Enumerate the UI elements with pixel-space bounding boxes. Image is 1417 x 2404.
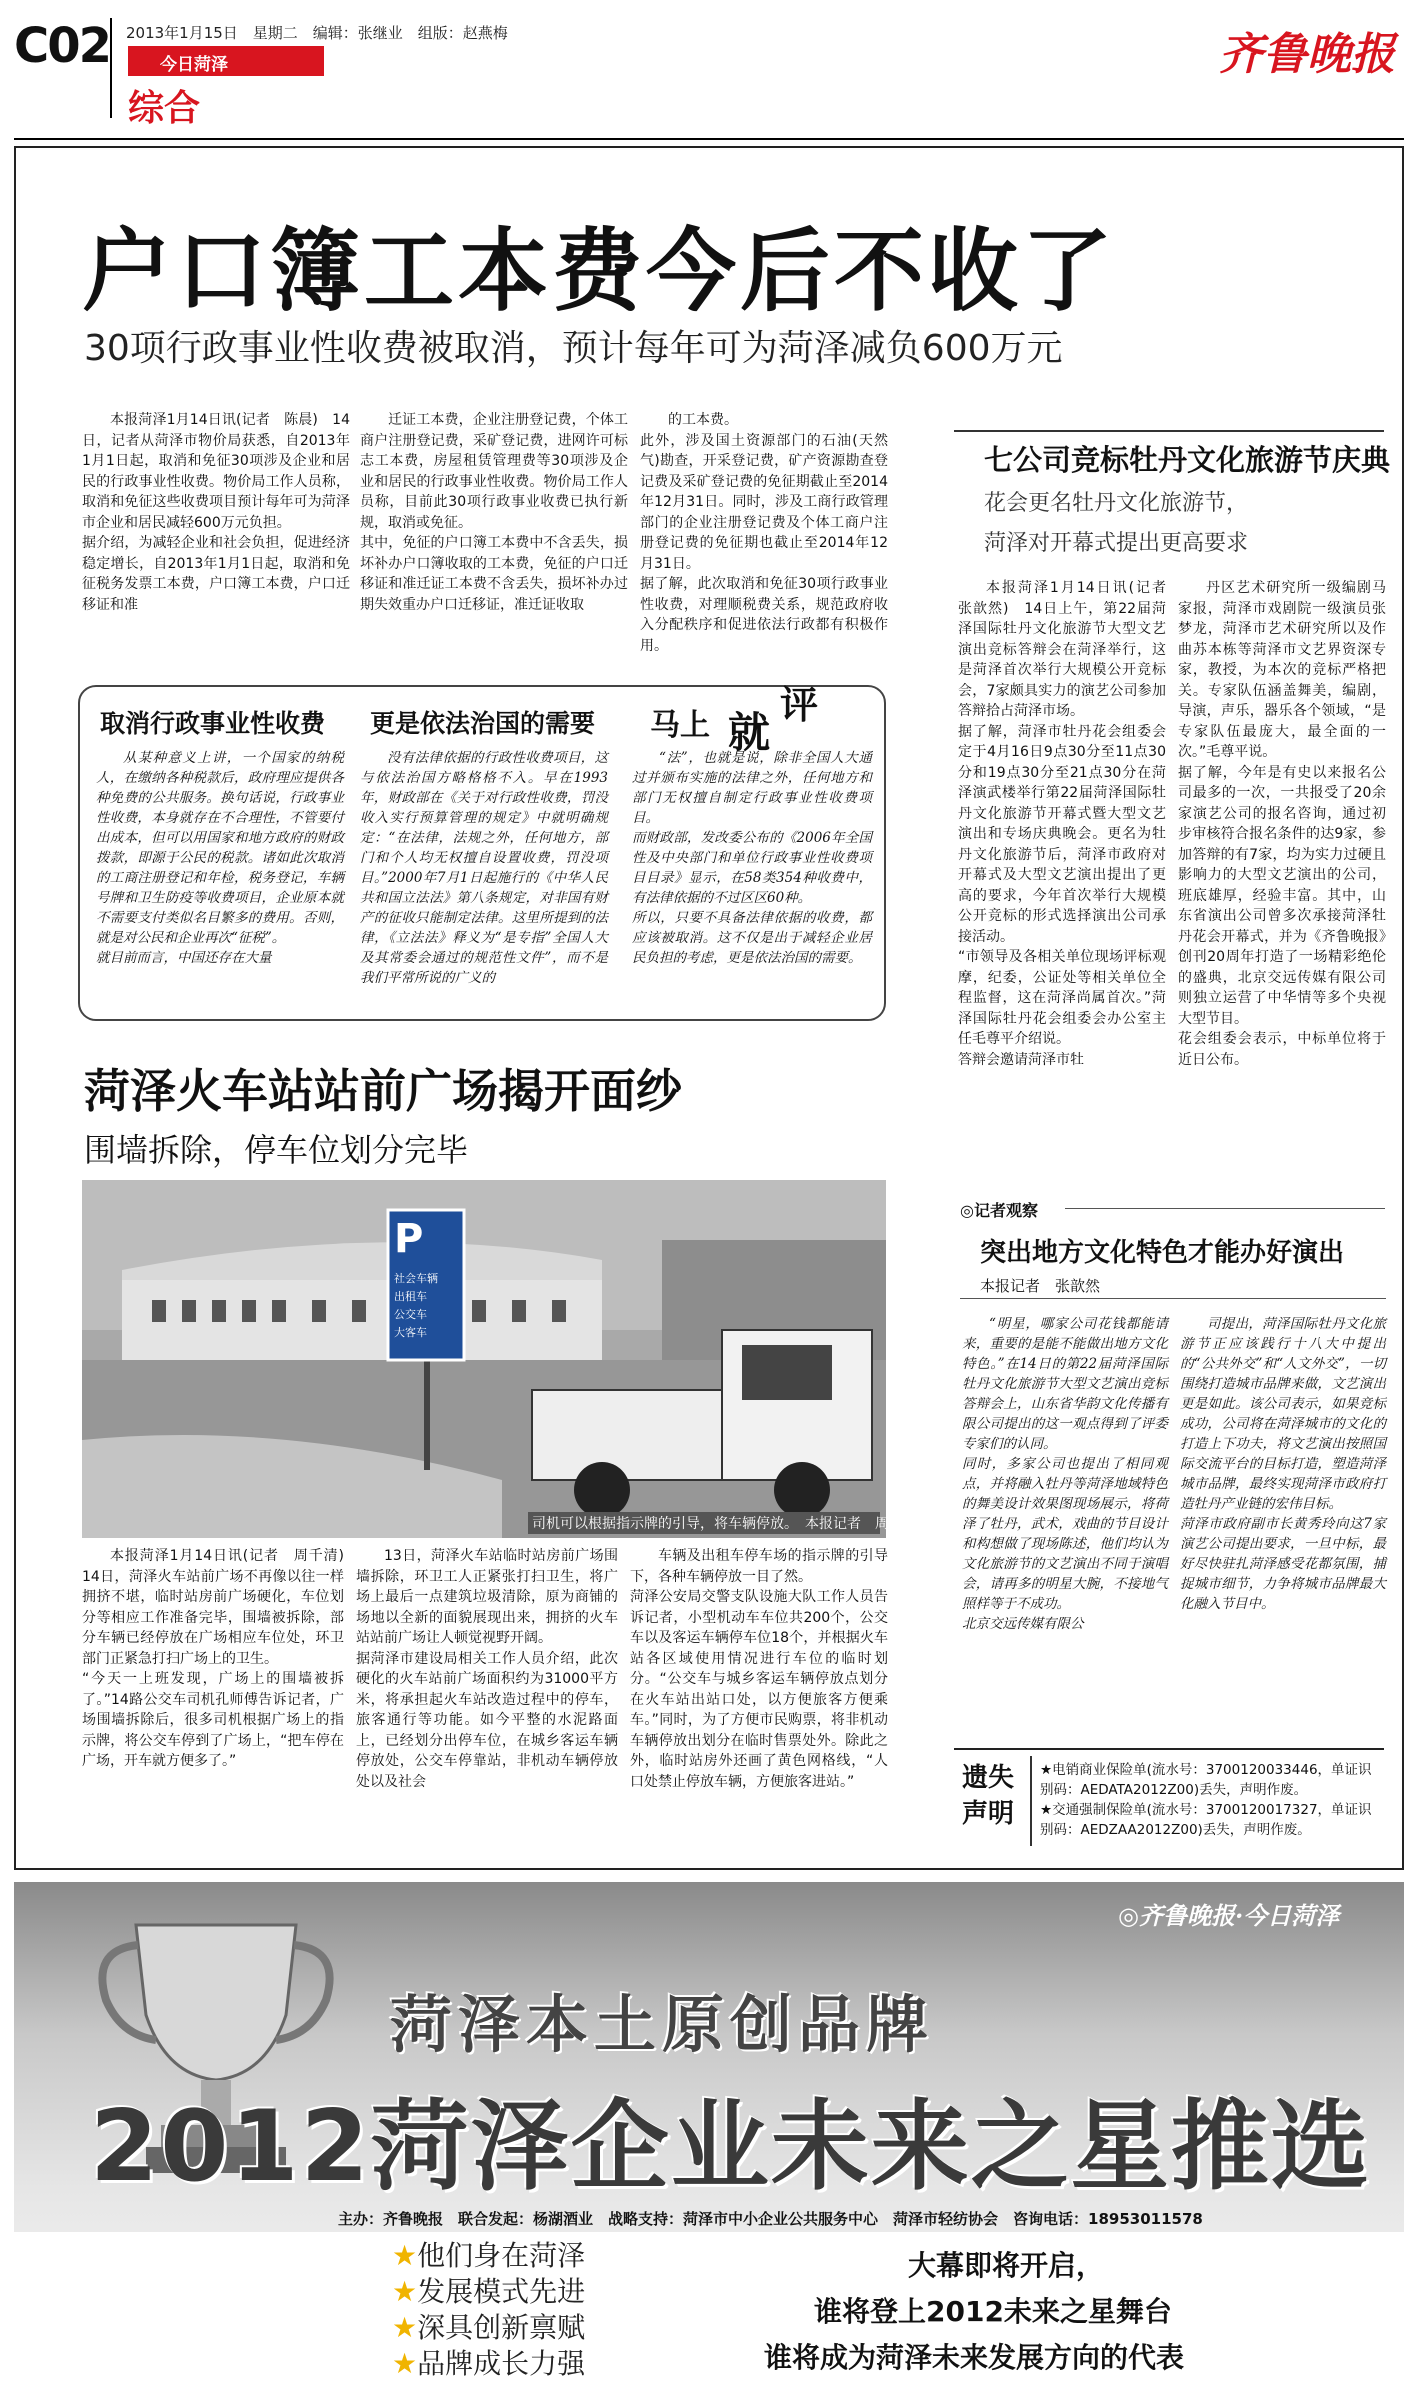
star-icon: ★	[392, 2239, 418, 2272]
section-tag: 今日菏泽	[160, 55, 228, 75]
commentary-col-1: 从某种意义上讲，一个国家的纳税人，在缴纳各种税款后，政府理应提供各种免费的公共服务。换句话说，行政事业性收费，本身就存在不合理性，不管要付出成本，但可以用国家和地方政府的财政拨款，即源于公民的税款。诸如此次取消的工商注册登记和年检，税务登记，车辆号牌和卫生防疫等收费项目，企业原本就不需要支付类似名目繁多的费用。否则，就是对公民和企业再次“征税”。 就目前而言，中国还存在大量	[96, 750, 344, 966]
parking-sign-line: 社会车辆	[394, 1272, 438, 1285]
station-photo-drawing	[82, 1180, 886, 1538]
ad-logo: ◎齐鲁晚报·今日菏泽	[1118, 1901, 1340, 1930]
notice-divider	[1030, 1756, 1032, 1846]
peony-subheadline-2: 菏泽对开幕式提出更高要求	[984, 531, 1249, 556]
parking-sign-lines	[394, 1270, 458, 1342]
parking-sign-line: 公交车	[394, 1308, 427, 1321]
observe-rule	[1065, 1208, 1385, 1209]
section-name: 综合	[128, 88, 201, 129]
peony-col-2: 丹区艺术研究所一级编剧马家报，菏泽市戏剧院一级演员张梦龙，菏泽市艺术研究所以及作曲苏本栋等菏泽市文艺界资深专家，教授，为本次的竞标严格把关。专家队伍涵盖舞美，编剧，导演，声乐，器乐各个领域，“是专家队伍最庞大，最全面的一次。”毛尊平说。 据了解，今年是有史以来报名公司最多的一次，一共报受了20余家演艺公司的报名咨询，通过初步审核符合报名条件的达9家，参加答辩的有7家，均为实力过硬且影响力的大型文艺演出的公司，班底雄厚，经验丰富。其中，山东省演出公司曾多次承接菏泽牡丹花会开幕式，并为《齐鲁晚报》创刊20周年打造了一场精彩绝伦的盛典，北京交远传媒有限公司则独立运营了中华情等多个央视大型节目。 花会组委会表示，中标单位将于近日公布。	[1178, 580, 1386, 1068]
star-icon: ★	[392, 2311, 418, 2344]
observe-rule-2	[960, 1298, 1386, 1299]
ad-organizers: 主办：齐鲁晚报 联合发起：杨湖酒业 战略支持：菏泽市中小企业公共服务中心 菏泽市轻纺协会 咨询电话：18953011578	[338, 2210, 1203, 2228]
station-subheadline: 围墙拆除，停车位划分完毕	[84, 1131, 469, 1169]
ad-bullet-list	[392, 2238, 585, 2382]
header-rule	[14, 138, 1404, 140]
commentary-badge-ping: 评	[780, 683, 819, 727]
lead-col-3: 的工本费。 此外，涉及国土资源部门的石油(天然气)勘查，开采登记费，矿产资源勘查登记费及采矿登记费的免征期截止至2014年12月31日。同时，涉及工商行政管理部门的企业注册登记费及个体工商户注册登记费的免征期也截止至2014年12月31日。 据了解，此次取消和免征30项行政事业性收费，对理顺税费关系，规范政府收入分配秩序和促进依法行政都有积极作用。	[640, 412, 888, 654]
lead-subheadline: 30项行政事业性收费被取消，预计每年可为菏泽减负600万元	[84, 328, 1063, 369]
ad-tagline-3: 谁将成为菏泽未来发展方向的代表	[764, 2341, 1185, 2374]
commentary-title-right: 更是依法治国的需要	[370, 709, 596, 738]
observe-col-1: “明星，哪家公司花钱都能请来，重要的是能不能做出地方文化特色。”在14日的第22届菏泽国际牡丹文化旅游节大型文艺演出竞标答辩会上，山东省华韵文化传播有限公司提出的这一观点得到了评委专家们的认同。 同时，多家公司也提出了相同观点，并将融入牡丹等菏泽地域特色的舞美设计效果图现场展示，将荷泽了牡丹，武术，戏曲的节目设计和构想做了现场陈述，他们均认为文化旅游节的文艺演出不同于演唱会，请再多的明星大腕，不接地气照样等于不成功。 北京交远传媒有限公	[962, 1316, 1168, 1632]
notice-label: 遗失声明	[962, 1763, 1015, 1829]
ad-bullet	[392, 2274, 585, 2310]
parking-sign-line: 出租车	[394, 1290, 427, 1303]
commentary-col-2: 没有法律依据的行政性收费项目，这与依法治国方略格格不入。早在1993年，财政部在《关于对行政性收费，罚没收入实行预算管理的规定》中就明确规定：“在法律，法规之外，任何地方，部门和个人均无权擅自设置收费，罚没项目。”2000年7月1日起施行的《中华人民共和国立法法》第八条规定，对非国有财产的征收只能制定法律。这里所提到的法律，《立法法》释义为“是专指”全国人大及其常委会通过的规范性文件”，而不是我们平常所说的广义的	[360, 750, 608, 986]
ad-bullet-text: 发展模式先进	[417, 2275, 586, 2308]
peony-headline: 七公司竞标牡丹文化旅游节庆典	[984, 443, 1391, 477]
station-photo	[82, 1180, 886, 1538]
commentary-badge-jiu: 就	[728, 708, 771, 757]
ad-headline-1: 菏泽本土原创品牌	[390, 1988, 935, 2061]
lead-headline: 户口簿工本费今后不收了	[82, 219, 1116, 324]
observe-tag: ◎记者观察	[960, 1201, 1038, 1220]
station-col-2: 13日，菏泽火车站临时站房前广场围墙拆除，环卫工人正紧张打扫卫生，将广场上最后一点建筑垃圾清除，原为商铺的场地以全新的面貌展现出来，拥挤的火车站站前广场让人顿觉视野开阔。 据菏泽市建设局相关工作人员介绍，此次硬化的火车站前广场面积约为31000平方米，将承担起火车站改造过程中的停车，旅客通行等功能。如今平整的水泥路面上，已经划分出停车位，在城乡客运车辆停放处，公交车停靠站，非机动车辆停放处以及社会	[356, 1548, 618, 1790]
ad-bullet-text: 品牌成长力强	[417, 2347, 586, 2380]
lead-col-2: 迁证工本费，企业注册登记费，个体工商户注册登记费，采矿登记费，进网许可标志工本费，房屋租赁管理费等30项涉及企业和居民的行政事业性收费。物价局工作人员称，目前此30项行政事业收费已执行新规，取消或免征。 其中，免征的户口簿工本费中不含丢失，损坏补办户口簿收取的工本费，免征的户口迁移证和准迁证工本费不含丢失，损坏补办过期失效重办户口迁移证，准迁证收取	[360, 412, 628, 613]
ad-bullet-text: 他们身在菏泽	[417, 2239, 586, 2272]
page-number: C02	[14, 18, 111, 74]
commentary-col-3: “法”，也就是说，除非全国人大通过并颁布实施的法律之外，任何地方和部门无权擅自制定行政事业性收费项目。 而财政部，发改委公布的《2006年全国性及中央部门和单位行政事业性收费项目目录》显示，在58类354种收费中，有法律依据的不过区区60种。 所以，只要不具备法律依据的收费，都应该被取消。这不仅是出于减轻企业居民负担的考虑，更是依法治国的需要。	[632, 750, 872, 966]
header-meta: 2013年1月15日 星期二 编辑：张继业 组版：赵燕梅	[126, 24, 508, 42]
station-headline: 菏泽火车站站前广场揭开面纱	[84, 1064, 682, 1118]
station-col-3: 车辆及出租车停车场的指示牌的引导下，各种车辆停放一目了然。 菏泽公安局交警支队设施大队工作人员告诉记者，小型机动车车位共200个，公交车以及客运车辆停车位18个，并根据火车站各区域使用情况进行车位的临时划分。“公交车与城乡客运车辆停放点划分在火车站出站口处，以方便旅客方便乘车。”同时，为了方便市民购票，将非机动车辆停放出划分在临时售票处外。除此之外，临时站房外还画了黄色网格线，“人口处禁止停放车辆，方便旅客进站。”	[630, 1548, 888, 1790]
ad-lower-panel	[14, 2232, 1404, 2392]
parking-sign-line: 大客车	[394, 1326, 427, 1339]
station-col-1: 本报菏泽1月14日讯(记者 周千清) 14日，菏泽火车站前广场不再像以往一样拥挤不堪，临时站房前广场硬化，车位划分等相应工作准备完毕，围墙被拆除，部分车辆已经停放在广场相应车位处，环卫部门正紧急打扫广场上的卫生。 “今天一上班发现，广场上的围墙被拆了。”14路公交车司机孔师傅告诉记者，广场围墙拆除后，很多司机根据广场上的指示牌，将公交车停到了广场上，“把车停在广场，开车就方便多了。”	[82, 1548, 344, 1769]
commentary-badge-ma: 马上	[650, 708, 710, 743]
notice-text: ★电销商业保险单(流水号：3700120033446，单证识别码：AEDATA2012Z00)丢失，声明作废。 ★交通强制保险单(流水号：3700120017327，单证识别码：AEDZAA2012Z00)丢失，声明作废。	[1040, 1762, 1372, 1838]
ad-tagline-1: 大幕即将开启，	[908, 2249, 1105, 2282]
lead-col-1: 本报菏泽1月14日讯(记者 陈晨) 14日，记者从菏泽市物价局获悉，自2013年1月1日起，取消和免征30项涉及企业和居民的行政事业性收费。物价局工作人员称，取消和免征这些收费项目预计每年可为菏泽市企业和居民减轻600万元负担。 据介绍，为减轻企业和社会负担，促进经济稳定增长，自2013年1月1日起，取消和免征税务发票工本费，户口簿工本费，户口迁移证和准	[82, 412, 350, 613]
observe-author: 本报记者 张歆然	[980, 1277, 1101, 1295]
peony-top-rule	[954, 430, 1384, 432]
ad-bullet	[392, 2310, 585, 2346]
star-icon: ★	[392, 2275, 418, 2308]
observe-headline: 突出地方文化特色才能办好演出	[980, 1238, 1345, 1268]
paper-logo: 齐鲁晚报	[1219, 29, 1395, 80]
photo-caption: 司机可以根据指示牌的引导，将车辆停放。 本报记者 周千清 摄	[532, 1516, 945, 1532]
ad-bullet-text: 深具创新禀赋	[417, 2311, 586, 2344]
notice-rule	[954, 1748, 1384, 1750]
ad-tagline-2: 谁将登上2012未来之星舞台	[814, 2295, 1172, 2328]
peony-subheadline-1: 花会更名牡丹文化旅游节，	[984, 491, 1249, 516]
commentary-title-left: 取消行政事业性收费	[100, 709, 326, 738]
ad-headline-2: 2012菏泽企业未来之星推选	[90, 2090, 1371, 2204]
ad-bullet	[392, 2238, 585, 2274]
ad-bullet	[392, 2346, 585, 2382]
parking-sign-letter: P	[394, 1216, 424, 1262]
header-divider	[110, 18, 112, 118]
peony-col-1: 本报菏泽1月14日讯(记者 张歆然) 14日上午，第22届菏泽国际牡丹文化旅游节大型文艺演出竞标答辩会在菏泽举行，这是菏泽首次举行大规模公开竞标会，7家颇具实力的演艺公司参加答辩拾占菏泽市场。 据了解，菏泽市牡丹花会组委会定于4月16日9点30分至11点30分和19点30分至21点30分在菏泽演武楼举行第22届菏泽国际牡丹文化旅游节开幕式暨大型文艺演出和专场庆典晚会。更名为牡丹文化旅游节后，菏泽市政府对开幕式及大型文艺演出提出了更高的要求，今年首次举行大规模公开竞标的形式选择演出公司承接活动。 “市领导及各相关单位现场评标观摩，纪委，公证处等相关单位全程监督，这在菏泽尚属首次。”菏泽国际牡丹花会组委会办公室主任毛尊平介绍说。 答辩会邀请菏泽市牡	[958, 580, 1166, 1068]
star-icon: ★	[392, 2347, 418, 2380]
observe-col-2: 司提出，菏泽国际牡丹文化旅游节正应该践行十八大中提出的“公共外交”和“人文外交”，一切围绕打造城市品牌来做，文艺演出更是如此。该公司表示，如果竞标成功，公司将在菏泽城市的文化的打造上下功夫，将文艺演出按照国际交流平台的目标打造，塑造菏泽城市品牌，最终实现菏泽市政府打造牡丹产业链的宏伟目标。 菏泽市政府副市长黄秀玲向这7家演艺公司提出要求，一旦中标，最好尽快驻扎菏泽感受花都氛围，捕捉城市细节，力争将城市品牌最大化融入节目中。	[1180, 1316, 1386, 1612]
